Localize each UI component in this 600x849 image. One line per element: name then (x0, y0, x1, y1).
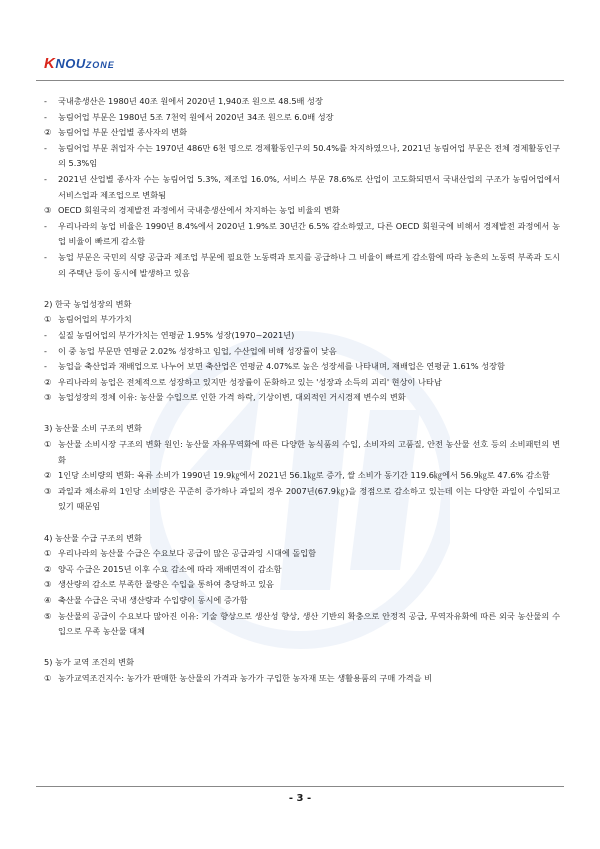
spacer (44, 515, 560, 531)
numbered-item: ⑤ 농산물의 공급이 수요보다 많아진 이유: 기술 향상으로 생산성 향상, 생산 기반의 확충으로 안정적 공급, 무역자유화에 따른 외국 농산물의 수입으로 무족 농산물 대체 (44, 610, 560, 637)
knouzone-logo: KNOUZONE (44, 55, 115, 72)
document-body (44, 94, 560, 687)
bullet-line: - 우리나라의 농업 비율은 1990년 8.4%에서 2020년 1.9%로 30년간 6.5% 감소하였고, 다른 OECD 회원국에 비해서 경제발전 과정에서 농업 비율이 빠르게 감소함 (44, 220, 560, 247)
bullet-line: - 2021년 산업별 종사자 수는 농림어업 5.3%, 제조업 16.0%, 서비스 부문 78.6%로 산업이 고도화되면서 국내산업의 구조가 농림어업에서 서비스업과 제조업으로 변화됨 (44, 173, 560, 200)
numbered-item: ③ 과일과 채소류의 1인당 소비량은 꾸준히 증가하나 과일의 경우 2007년(67.9㎏)을 정점으로 감소하고 있는데 이는 다양한 과일이 수입되고 있기 때문임 (44, 485, 560, 512)
section-heading: 3) 농산물 소비 구조의 변화 (44, 423, 142, 434)
numbered-item: ② 농림어업 부문 산업별 종사자의 변화 (44, 127, 188, 138)
page-number: - 3 - (288, 793, 312, 804)
numbered-item: ③ OECD 회원국의 경제발전 과정에서 국내총생산에서 차지하는 농업 비율의 변화 (44, 205, 340, 216)
numbered-item: ② 우리나라의 농업은 전체적으로 성장하고 있지만 성장률이 둔화하고 있는 '성장과 소득의 괴리' 현상이 나타남 (44, 376, 442, 387)
section-heading: 4) 농산물 수급 구조의 변화 (44, 532, 142, 543)
section-heading: 5) 농가 교역 조건의 변화 (44, 657, 134, 668)
header-divider (36, 80, 564, 81)
bullet-line: - 농업 부문은 국민의 식량 공급과 제조업 부문에 필요한 노동력과 토지를 공급하나 그 비율이 빠르게 감소함에 따라 농촌의 노동력 부족과 도시의 주택난 등이 동시에 발생하고 있음 (44, 251, 560, 278)
numbered-item: ① 농가교역조건지수: 농가가 판매한 농산물의 가격과 농가가 구입한 농자재 또는 생활용품의 구매 가격을 비 (44, 672, 433, 683)
spacer (44, 281, 560, 297)
numbered-item: ① 우리나라의 농산물 수급은 수요보다 공급이 많은 공급과잉 시대에 돌입함 (44, 548, 317, 559)
numbered-item: ③ 생산량의 감소로 부족한 물량은 수입을 통하여 충당하고 있음 (44, 579, 274, 590)
numbered-item: ③ 농업성장의 정체 이유: 농산물 수입으로 인한 가격 하락, 기상이변, 대외적인 거시경제 변수의 변화 (44, 392, 406, 403)
numbered-item: ② 양곡 수급은 2015년 이후 수요 감소에 따라 재배면적이 감소함 (44, 563, 282, 574)
footer-divider (36, 786, 564, 787)
numbered-item: ① 농림어업의 부가가치 (44, 314, 132, 325)
bullet-line: - 실질 농림어업의 부가가치는 연평균 1.95% 성장(1970~2021년) (44, 329, 295, 340)
bullet-line: - 농림어업 부문 취업자 수는 1970년 486만 6천 명으로 경제활동인구의 50.4%를 차지하였으나, 2021년 농림어업 부문은 전체 경제활동인구의 5.3%임 (44, 142, 560, 169)
section-heading: 2) 한국 농업성장의 변화 (44, 298, 132, 309)
numbered-item: ① 농산물 소비시장 구조의 변화 원인: 농산물 자유무역화에 따른 다양한 농식품의 수입, 소비자의 고품질, 안전 농산물 선호 등의 소비패턴의 변화 (44, 439, 560, 465)
bullet-line: - 농림어업 부문은 1980년 5조 7천억 원에서 2020년 34조 원으로 6.0배 성장 (44, 111, 334, 122)
bullet-line: - 이 중 농업 부문만 연평균 2.02% 성장하고 임업, 수산업에 비해 성장률이 낮음 (44, 345, 337, 356)
bullet-line: - 농업을 축산업과 재배업으로 나누어 보면 축산업은 연평균 4.07%로 높은 성장세를 나타내며, 재배업은 연평균 1.61% 성장함 (44, 361, 505, 372)
spacer (44, 406, 560, 422)
numbered-item: ② 1인당 소비량의 변화: 육류 소비가 1990년 19.9㎏에서 2021년 56.1㎏로 증가, 쌀 소비가 동기간 119.6㎏에서 56.9㎏로 47.6% 감소함 (44, 470, 550, 481)
numbered-item: ④ 축산물 수급은 국내 생산량과 수입량이 동시에 증가함 (44, 595, 248, 605)
bullet-line: - 국내총생산은 1980년 40조 원에서 2020년 1,940조 원으로 48.5배 성장 (44, 96, 323, 106)
spacer (44, 640, 560, 656)
